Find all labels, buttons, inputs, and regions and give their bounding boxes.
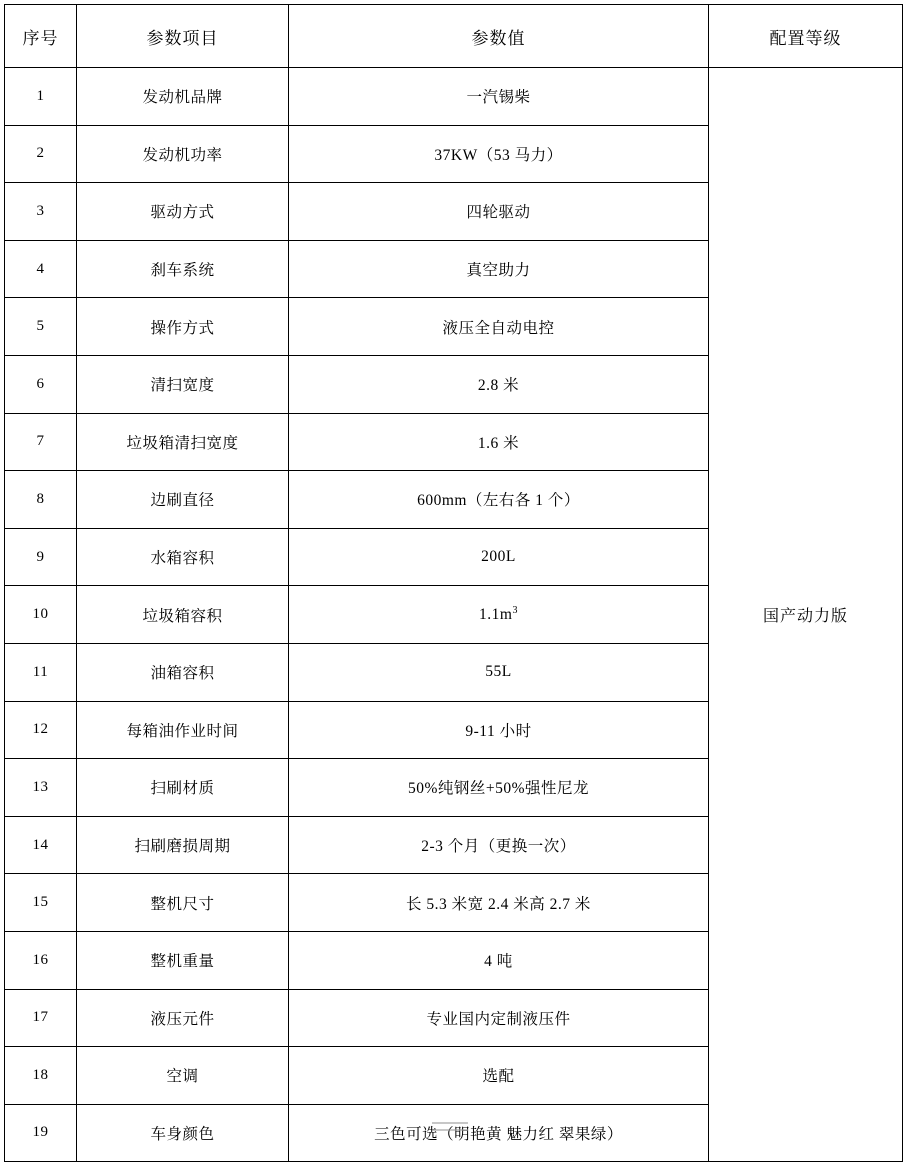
cell-value: 选配 (289, 1047, 709, 1105)
cell-item: 油箱容积 (77, 643, 289, 701)
spec-sheet (0, 4, 910, 1143)
cell-value: 1.6 米 (289, 413, 709, 471)
cell-item: 垃圾箱清扫宽度 (77, 413, 289, 471)
specification-table (4, 4, 903, 1162)
cell-index: 10 (5, 586, 77, 644)
table-header-row (5, 5, 903, 68)
cell-index: 1 (5, 68, 77, 126)
cell-index: 18 (5, 1047, 77, 1105)
cell-value: 9-11 小时 (289, 701, 709, 759)
cell-index: 15 (5, 874, 77, 932)
cell-index: 16 (5, 931, 77, 989)
column-header-value: 参数值 (289, 5, 709, 68)
cell-index: 17 (5, 989, 77, 1047)
cell-value: 液压全自动电控 (289, 298, 709, 356)
cell-index: 4 (5, 240, 77, 298)
cell-value: 一汽锡柴 (289, 68, 709, 126)
cell-value: 2.8 米 (289, 355, 709, 413)
cell-value: 4 吨 (289, 931, 709, 989)
cell-item: 扫刷材质 (77, 759, 289, 817)
cell-item: 操作方式 (77, 298, 289, 356)
cell-value: 200L (289, 528, 709, 586)
cell-index: 7 (5, 413, 77, 471)
cell-item: 发动机品牌 (77, 68, 289, 126)
cell-index: 5 (5, 298, 77, 356)
cell-value (289, 586, 709, 644)
cell-item: 液压元件 (77, 989, 289, 1047)
cell-index: 19 (5, 1104, 77, 1162)
cell-index: 13 (5, 759, 77, 817)
cell-item: 整机尺寸 (77, 874, 289, 932)
cell-item: 每箱油作业时间 (77, 701, 289, 759)
table-header (5, 5, 903, 68)
cell-item: 整机重量 (77, 931, 289, 989)
cell-value: 600mm（左右各 1 个） (289, 471, 709, 529)
cell-value: 55L (289, 643, 709, 701)
cell-index: 9 (5, 528, 77, 586)
cell-value: 专业国内定制液压件 (289, 989, 709, 1047)
cell-index: 6 (5, 355, 77, 413)
cell-grade: 国产动力版 (709, 68, 903, 1162)
cell-value: 50%纯钢丝+50%强性尼龙 (289, 759, 709, 817)
page-bottom-mark (432, 1122, 468, 1131)
cell-value: 四轮驱动 (289, 183, 709, 241)
cell-index: 11 (5, 643, 77, 701)
cell-value: 2-3 个月（更换一次） (289, 816, 709, 874)
cell-index: 12 (5, 701, 77, 759)
cell-item: 扫刷磨损周期 (77, 816, 289, 874)
column-header-index: 序号 (5, 5, 77, 68)
cell-value: 真空助力 (289, 240, 709, 298)
cell-index: 8 (5, 471, 77, 529)
column-header-grade: 配置等级 (709, 5, 903, 68)
cell-item: 清扫宽度 (77, 355, 289, 413)
table-row (5, 68, 903, 126)
cell-value: 三色可选（明艳黄 魅力红 翠果绿） (289, 1104, 709, 1162)
cell-index: 14 (5, 816, 77, 874)
cell-item: 车身颜色 (77, 1104, 289, 1162)
cell-item: 驱动方式 (77, 183, 289, 241)
cell-value-text: 1.1m (479, 606, 513, 624)
cell-item: 垃圾箱容积 (77, 586, 289, 644)
cell-value: 37KW（53 马力） (289, 125, 709, 183)
cell-index: 3 (5, 183, 77, 241)
table-body (5, 68, 903, 1162)
cell-item: 空调 (77, 1047, 289, 1105)
cell-value: 长 5.3 米宽 2.4 米高 2.7 米 (289, 874, 709, 932)
cell-item: 边刷直径 (77, 471, 289, 529)
cell-item: 水箱容积 (77, 528, 289, 586)
cell-index: 2 (5, 125, 77, 183)
cell-item: 发动机功率 (77, 125, 289, 183)
column-header-item: 参数项目 (77, 5, 289, 68)
cell-item: 刹车系统 (77, 240, 289, 298)
cell-value-superscript: 3 (512, 605, 518, 617)
